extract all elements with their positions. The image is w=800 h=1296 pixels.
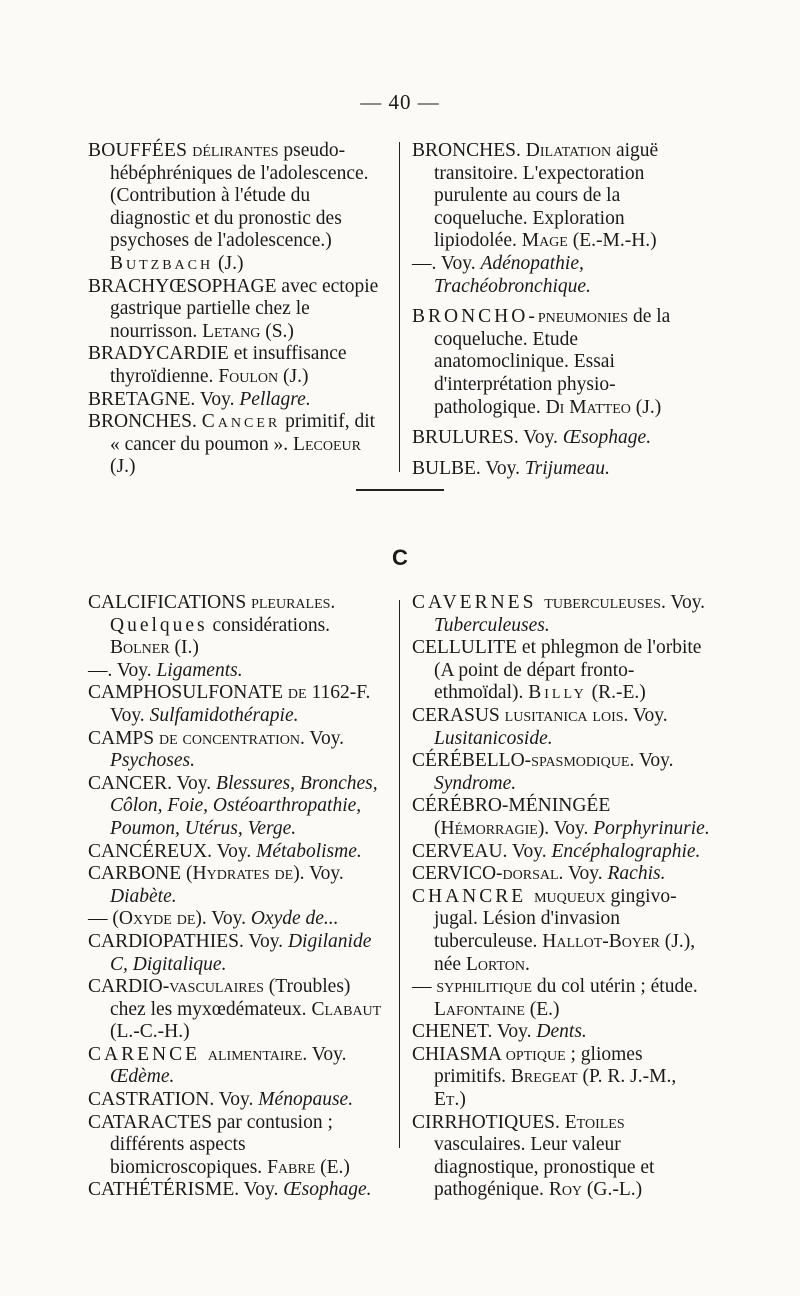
index-entry	[412, 1021, 712, 1044]
entry-text: Dents.	[536, 1021, 587, 1043]
entry-spacer	[412, 419, 712, 427]
entry-text: du col utérin ; étude.	[532, 976, 698, 998]
entry-text: Bolner	[110, 637, 170, 659]
index-entry	[412, 886, 712, 976]
entry-text: Encéphalographie.	[551, 840, 701, 862]
entry-text: Psychoses.	[110, 750, 196, 772]
index-column-bottom-right	[412, 592, 712, 1202]
entry-text: Trijumeau.	[524, 457, 610, 479]
index-entry	[88, 1112, 388, 1180]
entry-text: CARBONE (	[88, 863, 193, 885]
entry-text: BULBE. Voy.	[412, 457, 525, 479]
entry-text: 1162-F. Voy.	[110, 682, 371, 726]
entry-text: CHANCRE	[412, 885, 535, 907]
entry-text: BRETAGNE. Voy.	[88, 388, 240, 410]
entry-text: tuberculeuses.	[544, 592, 666, 613]
index-entry	[412, 976, 712, 1021]
entry-text: (E.-M.-H.)	[567, 230, 657, 252]
index-entry	[88, 908, 388, 931]
entry-text: Œdème.	[110, 1066, 175, 1088]
entry-text: Porphyrinurie.	[593, 817, 710, 839]
entry-text: Œsophage.	[283, 1179, 372, 1201]
entry-text: Diabète.	[110, 885, 177, 907]
index-entry	[88, 773, 388, 841]
section-separator-rule	[356, 489, 444, 491]
entry-text: Ménopause.	[258, 1089, 354, 1111]
entry-text: Hémorragie	[440, 817, 538, 839]
entry-text: (J.)	[110, 456, 136, 478]
entry-text: — (	[88, 908, 119, 930]
page-number: — 40 —	[360, 90, 440, 114]
entry-text: BRONCHO-	[412, 306, 538, 328]
entry-text: CAVERNES	[412, 592, 545, 613]
entry-text: CIRRHOTIQUES.	[412, 1111, 565, 1133]
entry-text: de	[287, 682, 307, 704]
entry-text: CÉRÉBELLO-	[412, 750, 532, 772]
index-entry	[412, 705, 712, 750]
index-entry	[88, 728, 388, 773]
index-column-bottom-left	[88, 592, 388, 1202]
entry-text: ). Voy.	[293, 863, 344, 885]
entry-text: Lorton.	[465, 953, 530, 975]
entry-text: CAMPS	[88, 727, 159, 749]
entry-text: CARDIOPATHIES. Voy.	[88, 930, 288, 952]
entry-text: CAMPHOSULFONATE	[88, 682, 288, 704]
index-entry	[88, 389, 388, 412]
index-column-top-left	[88, 140, 388, 479]
index-entry	[88, 140, 388, 276]
entry-text: Foulon	[218, 365, 279, 387]
index-entry	[88, 276, 388, 344]
entry-text: Bregeat	[510, 1066, 578, 1088]
entry-text: ). Voy.	[195, 908, 251, 930]
entry-text: Cancer	[201, 411, 281, 433]
entry-text: (I.)	[169, 637, 199, 659]
entry-text: Blessures, Bronches, Côlon, Foie, Ostéoarthropathie, Poumon, Utérus, Verge.	[110, 772, 378, 839]
entry-text: Voy.	[563, 863, 608, 885]
index-entry	[412, 863, 712, 886]
entry-text: Di Matteo	[545, 396, 631, 418]
entry-text: BRONCHES.	[88, 411, 202, 433]
entry-text: alimentaire.	[207, 1043, 308, 1065]
entry-text: CHENET. Voy.	[412, 1021, 537, 1043]
entry-text: —. Voy.	[412, 252, 481, 274]
entry-text: muqueux	[534, 885, 606, 907]
entry-text: Letang	[202, 320, 261, 342]
entry-text: BOUFFÉES	[88, 140, 193, 161]
entry-text: Roy	[548, 1179, 583, 1201]
entry-text: (E.)	[315, 1156, 350, 1178]
entry-text: BRONCHES.	[412, 140, 526, 161]
entry-text: vasculaires. Leur valeur diagnostique, pronostique et pathogénique.	[434, 1134, 655, 1201]
index-entry	[412, 637, 712, 705]
index-entry	[412, 592, 712, 637]
entry-text: CÉRÉBRO-MÉNINGÉE (	[412, 795, 611, 839]
entry-text: délirantes	[192, 140, 279, 161]
entry-text: (Troubles) chez les myxœdémateux.	[110, 976, 351, 1020]
index-entry	[412, 1112, 712, 1202]
entry-text: ). Voy.	[537, 817, 594, 839]
index-entry	[412, 306, 712, 419]
index-entry	[88, 931, 388, 976]
index-entry	[88, 841, 388, 864]
entry-text: Oxyde de...	[250, 908, 339, 930]
entry-text: Quelques	[110, 614, 208, 636]
entry-text: spasmodique.	[531, 750, 635, 772]
entry-text: Métabolisme.	[256, 840, 362, 862]
entry-text: de la coqueluche. Etude anatomoclinique. Essai d'interprétation physio-pathologique.	[434, 306, 671, 418]
entry-text: Voy.	[634, 750, 674, 772]
entry-text: (R.-E.)	[586, 682, 646, 704]
index-column-top-right	[412, 140, 712, 480]
index-entry	[412, 458, 712, 481]
entry-text: CERVICO-	[412, 863, 503, 885]
entry-text: —	[412, 976, 437, 998]
entry-text: CHIASMA	[412, 1043, 506, 1065]
entry-text: Digilanide C, Digitalique.	[110, 930, 372, 975]
entry-spacer	[412, 298, 712, 306]
entry-text: Tuberculeuses.	[434, 614, 550, 636]
entry-text: BRULURES. Voy.	[412, 427, 563, 449]
entry-text: Voy.	[307, 1043, 347, 1065]
entry-text: CASTRATION. Voy.	[88, 1089, 259, 1111]
entry-text: BRADYCARDIE et insuffisance thyroïdienne.	[88, 343, 347, 387]
entry-text: (L.-C.-H.)	[110, 1021, 190, 1043]
section-letter: C	[392, 545, 408, 570]
entry-text: Et.	[434, 1089, 460, 1111]
entry-text: (G.-L.)	[582, 1179, 643, 1201]
entry-text: considérations.	[207, 614, 331, 636]
entry-text: (E.)	[524, 998, 560, 1020]
entry-text: CATARACTES par contusion ; différents aspects biomicroscopiques.	[88, 1111, 333, 1178]
index-entry	[412, 427, 712, 450]
entry-text: Oxyde de	[118, 908, 196, 930]
entry-text: pneumonies	[537, 306, 629, 328]
entry-text: pleurales.	[251, 592, 336, 613]
entry-text: Sulfamidothérapie.	[149, 704, 299, 726]
index-entry	[412, 841, 712, 864]
entry-text: dorsal.	[502, 863, 564, 885]
entry-text: Lusitanicoside.	[434, 727, 553, 749]
entry-text: Billy	[528, 682, 587, 704]
entry-text: (J.)	[213, 252, 244, 274]
entry-text: lusitanica lois.	[504, 704, 629, 726]
entry-text: (J.)	[278, 365, 309, 387]
entry-text: (S.)	[260, 320, 294, 342]
entry-text: —. Voy.	[88, 659, 157, 681]
entry-text: (J.)	[630, 396, 662, 418]
index-entry	[412, 140, 712, 253]
entry-text: (P. R. J.-M.,	[577, 1066, 677, 1088]
column-divider-top	[399, 142, 400, 472]
entry-text: CANCER. Voy.	[88, 772, 217, 794]
entry-text: ; gliomes primitifs.	[434, 1043, 643, 1088]
column-divider-bottom	[399, 600, 400, 1148]
index-entry	[88, 863, 388, 908]
entry-text: CARDIO-	[88, 976, 170, 998]
index-entry	[88, 976, 388, 1044]
entry-text: Voy.	[304, 727, 345, 749]
entry-text: Mage	[521, 230, 568, 252]
entry-spacer	[412, 450, 712, 458]
entry-text: Œsophage.	[562, 427, 652, 449]
entry-text: Lecoeur	[293, 433, 361, 455]
entry-text: BRACHYŒSOPHAGE avec ectopie gastrique partielle chez le nourrisson.	[88, 275, 379, 342]
entry-text: CERASUS	[412, 704, 505, 726]
entry-text: pseudo-hébéphréniques de l'adolescence. (Contribution à l'étude du diagnostic et du pronostic des psychoses de l'adolescence.)	[110, 140, 369, 252]
entry-text: syphilitique	[436, 976, 533, 998]
entry-text: Clabaut	[311, 998, 382, 1020]
entry-text: Adénopathie, Trachéobronchique.	[434, 252, 591, 297]
index-entry	[88, 1044, 388, 1089]
entry-text: )	[459, 1089, 466, 1111]
entry-text: Dilatation	[525, 140, 612, 161]
entry-text: Fabre	[267, 1156, 316, 1178]
index-entry	[88, 1089, 388, 1112]
index-entry	[88, 682, 388, 727]
entry-text: Hallot-Boyer	[542, 930, 660, 952]
entry-text: Rachis.	[607, 863, 666, 885]
entry-text: Voy.	[665, 592, 706, 613]
entry-text: Butzbach	[110, 252, 214, 274]
index-entry	[412, 1044, 712, 1112]
entry-text: CARENCE	[88, 1043, 208, 1065]
entry-text: CATHÉTÉRISME. Voy.	[88, 1179, 284, 1201]
entry-text: Etoiles	[564, 1111, 625, 1133]
entry-text: Voy.	[628, 704, 668, 726]
entry-text: (J.), née	[434, 930, 696, 975]
entry-text: CERVEAU. Voy.	[412, 840, 552, 862]
entry-text: CALCIFICATIONS	[88, 592, 252, 613]
entry-text: primitif, dit « cancer du poumon ».	[110, 411, 376, 455]
entry-text: Ligaments.	[156, 659, 243, 681]
index-entry	[88, 660, 388, 683]
index-entry	[88, 592, 388, 660]
entry-text: optique	[505, 1043, 566, 1065]
index-entry	[412, 253, 712, 298]
index-entry	[412, 795, 712, 840]
entry-text: Lafontaine	[434, 998, 525, 1020]
entry-text: aiguë transitoire. L'expectoration purulente au cours de la coqueluche. Exploration lipiodolée.	[434, 140, 659, 252]
index-entry	[88, 1179, 388, 1202]
entry-text: Syndrome.	[434, 772, 517, 794]
index-entry	[88, 343, 388, 388]
entry-text: de concentration.	[159, 727, 305, 749]
index-entry	[88, 411, 388, 479]
entry-text: Hydrates de	[192, 863, 294, 885]
entry-text: CANCÉREUX. Voy.	[88, 840, 257, 862]
entry-text: vasculaires	[169, 976, 264, 998]
index-entry	[412, 750, 712, 795]
entry-text: gingivo-jugal. Lésion d'invasion tuberculeuse.	[434, 885, 677, 952]
entry-text: Pellagre.	[239, 388, 311, 410]
entry-text: CELLULITE et phlegmon de l'orbite (A point de départ fronto-ethmoïdal).	[412, 637, 702, 704]
